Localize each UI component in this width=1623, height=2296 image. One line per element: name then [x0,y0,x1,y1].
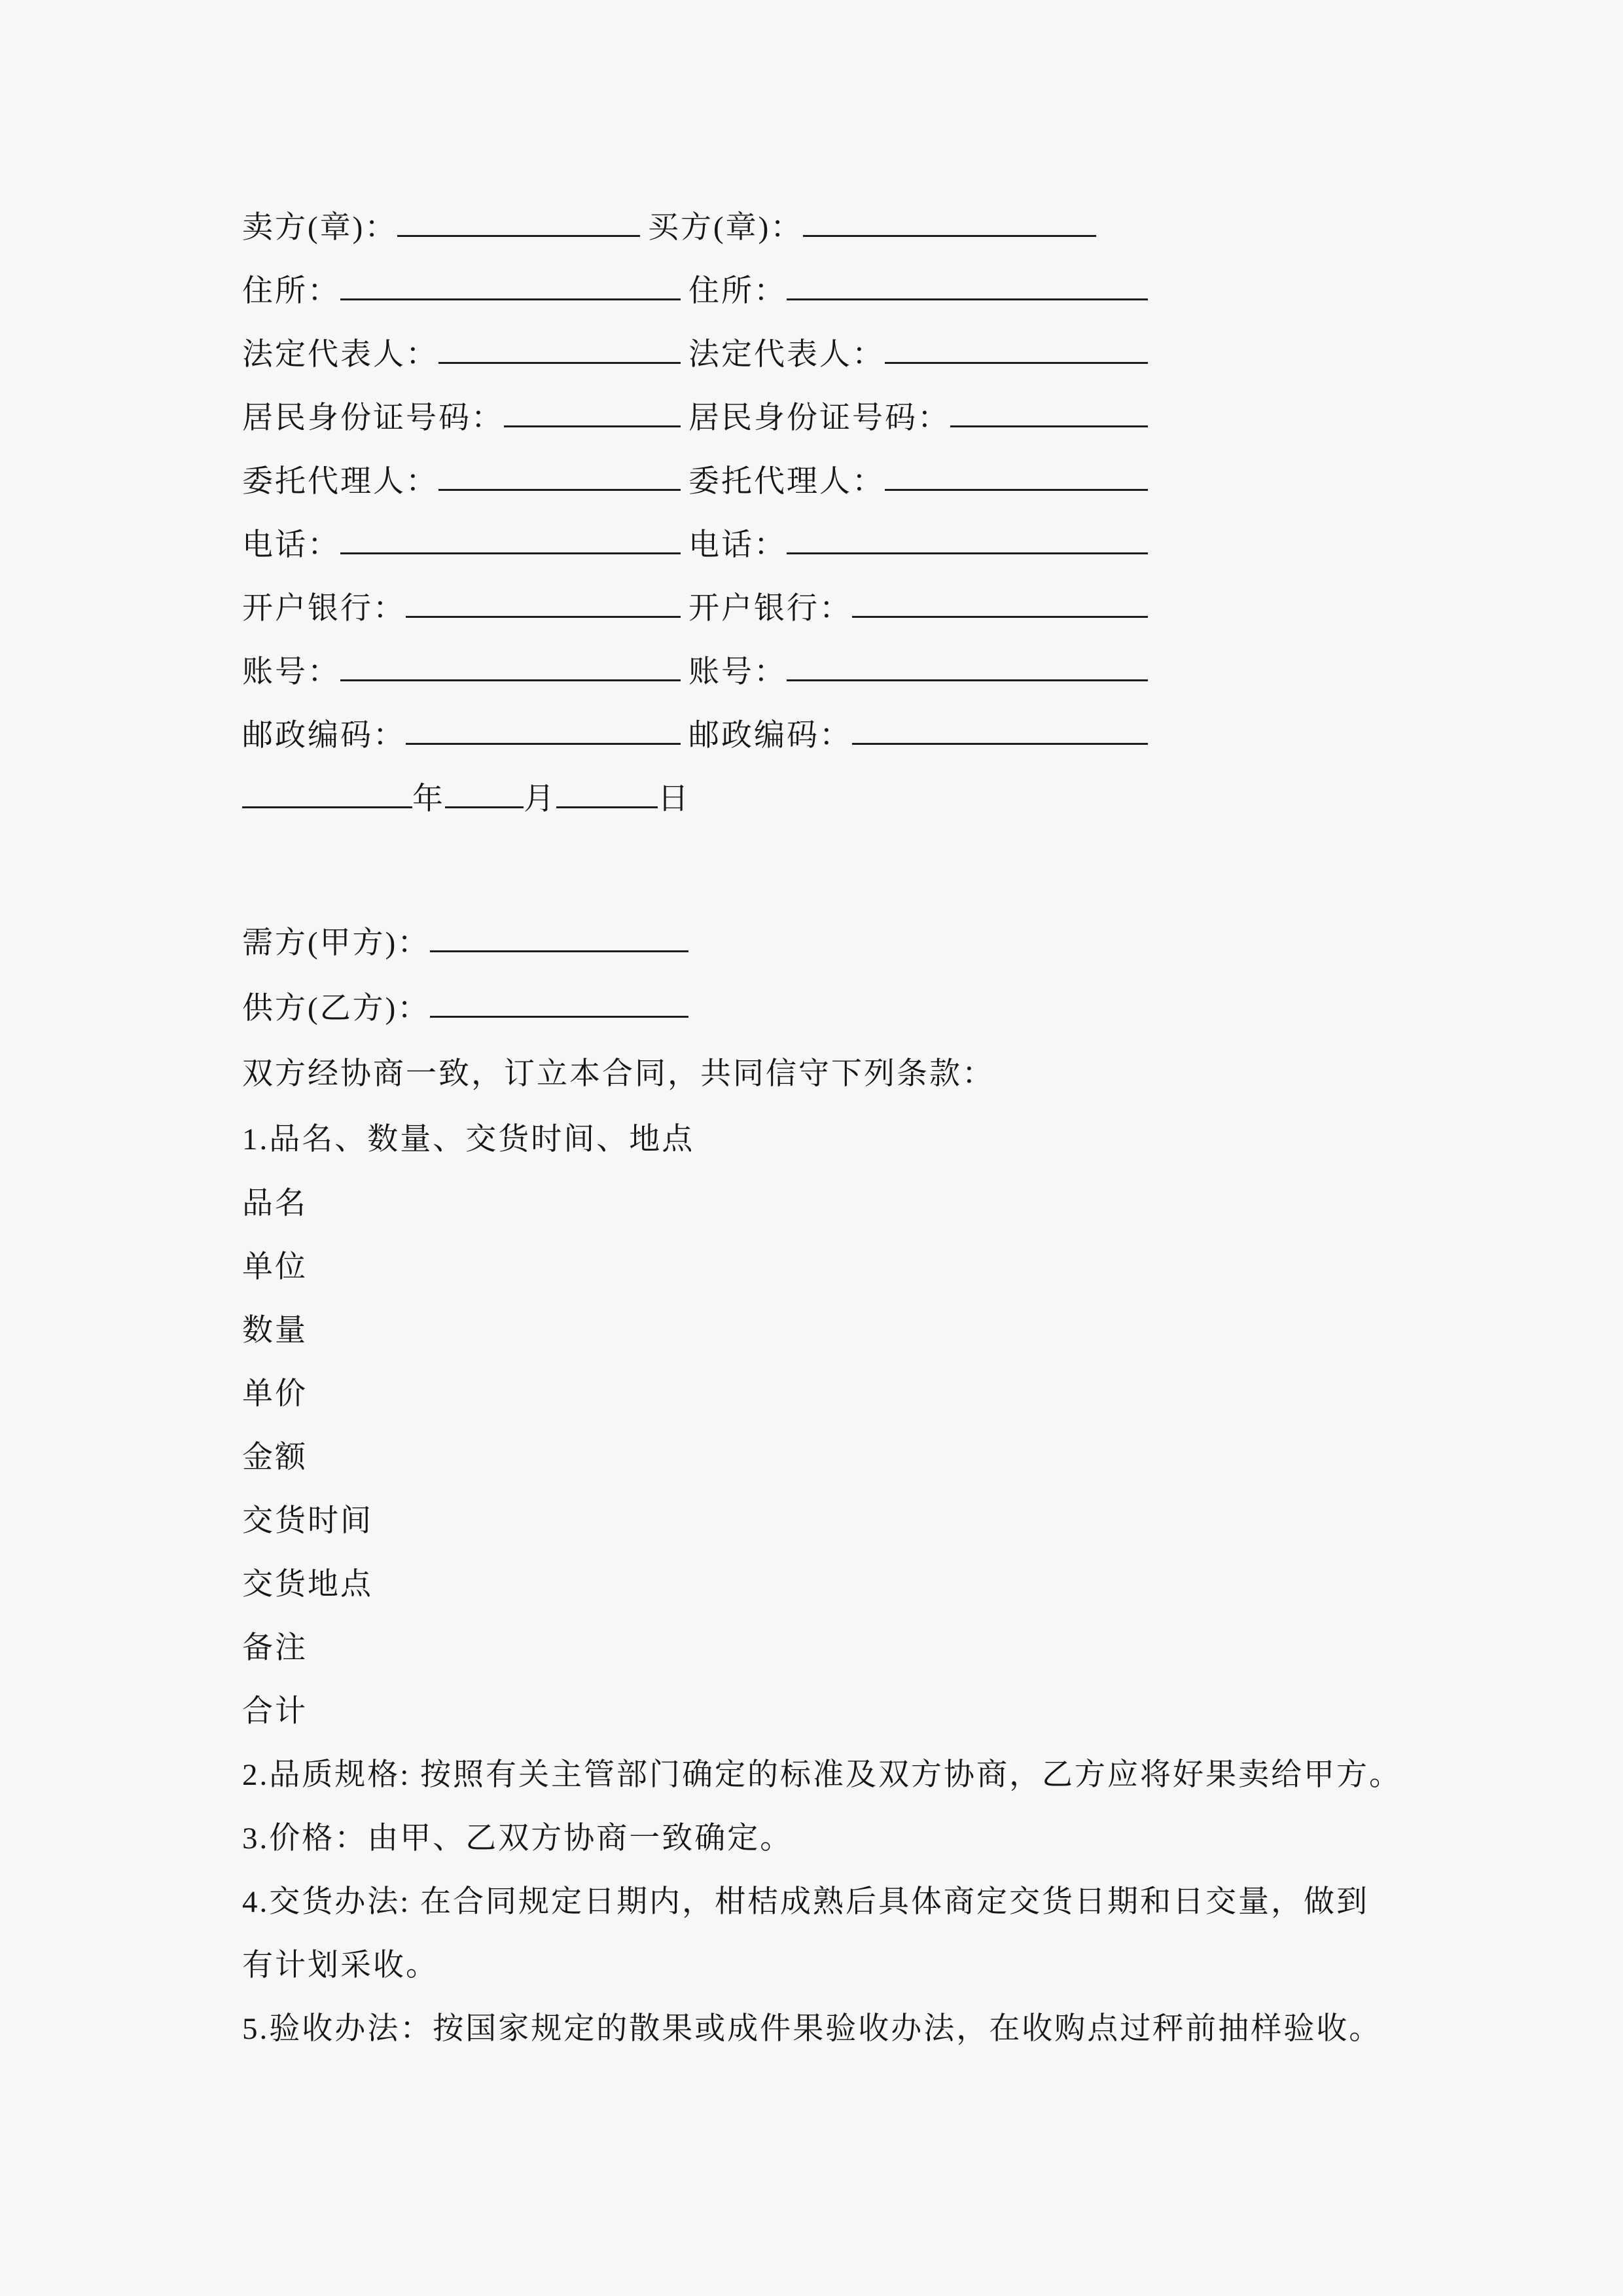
party-info-section [242,193,1427,828]
party-info-row [242,701,1427,764]
year-label: 年 [412,782,445,816]
blank-underline [430,950,688,952]
blank-underline [787,552,1148,554]
field-label: 账号： [688,655,787,689]
blank-underline [406,743,681,745]
blank-underline [340,298,681,300]
field-label: 邮政编码： [242,719,406,753]
right-field [688,647,1148,691]
blank-underline [950,425,1148,427]
right-field [688,393,1148,437]
field-label: 开户银行： [242,592,406,626]
item-field-label: 单价 [242,1377,308,1411]
field-label: 居民身份证号码： [688,401,950,435]
item-field-label: 单位 [242,1250,308,1284]
party-rows-container [242,193,1427,764]
party-info-row [242,384,1427,447]
field-label: 开户银行： [688,592,852,626]
party-info-row [242,574,1427,637]
left-field [242,393,681,437]
preamble-text: 双方经协商一致，订立本合同，共同信守下列条款： [242,1056,995,1091]
blank-underline [438,362,681,364]
left-field [242,203,640,247]
blank-underline [430,1016,688,1018]
left-field [242,330,681,374]
left-field [242,711,681,755]
terms-section [242,1740,1427,2058]
left-field [242,520,681,564]
field-label: 电话： [688,528,787,562]
right-field [688,330,1148,374]
month-blank-underline [445,806,524,808]
left-field [242,457,681,501]
year-blank-underline [242,806,412,808]
party-a-row [242,907,1427,973]
field-label: 买方(章)： [648,211,804,245]
field-label: 委托代理人： [688,465,885,499]
item-field-label: 备注 [242,1631,308,1665]
blank-underline [852,616,1148,618]
right-field [688,457,1148,501]
party-b-label: 供方(乙方)： [242,991,431,1026]
party-info-row [242,637,1427,701]
blank-underline [787,298,1148,300]
blank-underline [803,235,1096,237]
blank-underline [885,489,1148,491]
right-field [688,584,1148,628]
left-field [242,647,681,691]
blank-underline [397,235,640,237]
field-label: 电话： [242,528,340,562]
blank-underline [787,679,1148,681]
term-line: 5.验收办法：按国家规定的散果或成件果验收办法，在收购点过秤前抽样验收。 [242,2012,1382,2046]
month-label: 月 [524,782,556,816]
blank-underline [438,489,681,491]
party-b-row [242,973,1427,1038]
field-label: 住所： [688,274,787,308]
field-label: 居民身份证号码： [242,401,504,435]
party-info-row [242,257,1427,320]
item-field-label: 数量 [242,1314,308,1348]
term-line: 4.交货办法: 在合同规定日期内，柑桔成熟后具体商定交货日期和日交量，做到 [242,1885,1370,1919]
item-field-label: 交货时间 [242,1504,373,1538]
party-a-label: 需方(甲方)： [242,925,431,960]
left-field [242,266,681,310]
day-blank-underline [556,806,658,808]
blank-underline [504,425,681,427]
blank-underline [852,743,1148,745]
term-line: 有计划采收。 [242,1948,438,1982]
blank-underline [340,552,681,554]
field-label: 邮政编码： [688,719,852,753]
term-line: 3.价格：由甲、乙双方协商一致确定。 [242,1821,793,1856]
item-field-label: 交货地点 [242,1568,373,1602]
right-field [688,711,1148,755]
right-field [688,266,1148,310]
clause1-title: 1.品名、数量、交货时间、地点 [242,1122,695,1157]
blank-underline [340,679,681,681]
party-info-row [242,511,1427,574]
item-field-label: 金额 [242,1441,308,1475]
left-field [242,584,681,628]
right-field [688,520,1148,564]
field-label: 法定代表人： [688,338,885,372]
contract-parties-section [242,907,1427,1169]
field-label: 账号： [242,655,340,689]
party-info-row [242,320,1427,384]
field-label: 法定代表人： [242,338,438,372]
field-label: 住所： [242,274,340,308]
item-field-label: 合计 [242,1695,308,1729]
party-info-row [242,447,1427,511]
item-fields-section [242,1169,1427,1740]
field-label: 委托代理人： [242,465,438,499]
party-info-row [242,193,1427,257]
field-label: 卖方(章)： [242,211,398,245]
term-line: 2.品质规格: 按照有关主管部门确定的标准及双方协商，乙方应将好果卖给甲方。 [242,1758,1402,1792]
day-label: 日 [658,782,690,816]
blank-underline [885,362,1148,364]
right-field [648,203,1096,247]
date-line-row [242,764,1427,828]
item-field-label: 品名 [242,1187,308,1221]
blank-underline [406,616,681,618]
